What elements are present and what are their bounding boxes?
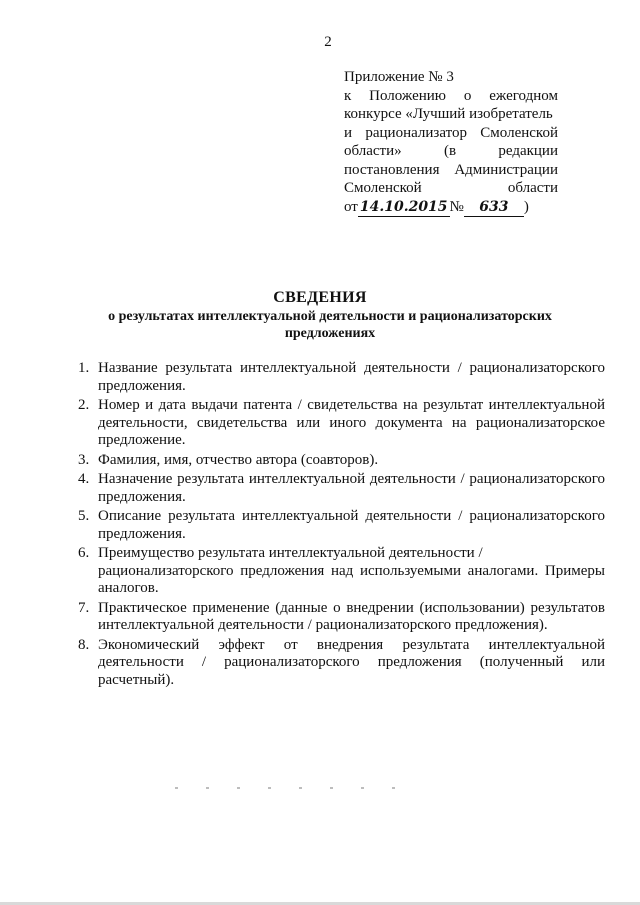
appendix-line — [344, 142, 558, 161]
requirements-list — [78, 360, 605, 691]
item-word: Преимущество — [98, 545, 195, 561]
appendix-word: области» — [344, 143, 402, 159]
item-number: 4. — [78, 471, 90, 487]
item-text: Назначение результата интеллектуальной деятельности / рационализаторского предложения. — [98, 471, 605, 505]
document-subtitle: о результатах интеллектуальной деятельности и рационализаторских предложениях — [108, 309, 552, 341]
item-number: 2. — [78, 397, 90, 413]
item-word: / — [478, 545, 483, 561]
item-text: Практическое применение (данные о внедрении (использовании) результатов интеллектуальной деятельности / рационализаторского предложения). — [98, 599, 605, 633]
list-item — [78, 471, 605, 506]
item-text: Описание результата интеллектуальной деятельности / рационализаторского предложения. — [98, 508, 605, 542]
appendix-word: (в — [443, 143, 457, 159]
appendix-word: Смоленской — [480, 124, 558, 141]
appendix-word: рационализатор — [365, 124, 467, 141]
list-item — [78, 545, 605, 598]
item-number: 1. — [78, 360, 90, 376]
appendix-line — [344, 161, 558, 180]
list-item — [78, 397, 605, 450]
closing-paren: ) — [523, 198, 529, 215]
handwritten-date: 14.10.2015 — [358, 198, 450, 218]
item-word: результата — [198, 545, 265, 561]
appendix-line — [344, 179, 558, 198]
item-text: Экономический эффект от внедрения результата интеллектуальной деятельности / рационализаторского предложения (полученный или расчетный). — [98, 636, 605, 688]
item-text: рационализаторского предложения над используемыми аналогами. Примеры аналогов. — [98, 562, 605, 596]
appendix-line: конкурсе «Лучший изобретатель — [344, 106, 553, 122]
item-text: Номер и дата выдачи патента / свидетельства на результат интеллектуальной деятельности, свидетельства или иного документа на рационализаторское предложение. — [98, 397, 605, 448]
appendix-word: области — [507, 180, 558, 196]
item-number: 7. — [78, 599, 90, 616]
item-number: 3. — [78, 451, 90, 468]
item-first-line — [98, 545, 605, 563]
appendix-word: Администрации — [454, 161, 558, 178]
appendix-line — [344, 124, 558, 143]
number-sign: № — [449, 198, 464, 215]
item-word: деятельности — [388, 545, 475, 561]
appendix-word: редакции — [498, 143, 558, 159]
item-number: 8. — [78, 636, 90, 653]
item-number: 5. — [78, 508, 90, 524]
item-text: Название результата интеллектуальной деятельности / рационализаторского предложения. — [98, 360, 605, 394]
list-item — [78, 637, 605, 690]
item-text: Фамилия, имя, отчество автора (соавторов). — [98, 451, 379, 468]
appendix-word: к — [344, 87, 352, 104]
appendix-word: о — [463, 87, 472, 104]
appendix-block — [344, 68, 558, 217]
date-prefix: от — [344, 198, 358, 215]
list-item — [78, 508, 605, 543]
appendix-word: постановления — [344, 161, 440, 178]
list-item — [78, 452, 605, 470]
handwritten-number: 633 — [464, 198, 524, 218]
appendix-word: Смоленской — [344, 180, 422, 196]
item-word: интеллектуальной — [268, 545, 386, 561]
appendix-word: и — [344, 124, 353, 141]
scan-artifact — [175, 787, 395, 789]
appendix-word: Положению — [369, 87, 447, 104]
appendix-word: ежегодном — [489, 87, 558, 104]
page-number: 2 — [324, 34, 332, 50]
document-title: СВЕДЕНИЯ — [273, 289, 367, 306]
date-number-line — [344, 198, 558, 218]
appendix-line — [344, 87, 558, 106]
item-number: 6. — [78, 545, 90, 561]
list-item — [78, 360, 605, 395]
appendix-line: Приложение № 3 — [344, 69, 454, 85]
list-item — [78, 600, 605, 635]
